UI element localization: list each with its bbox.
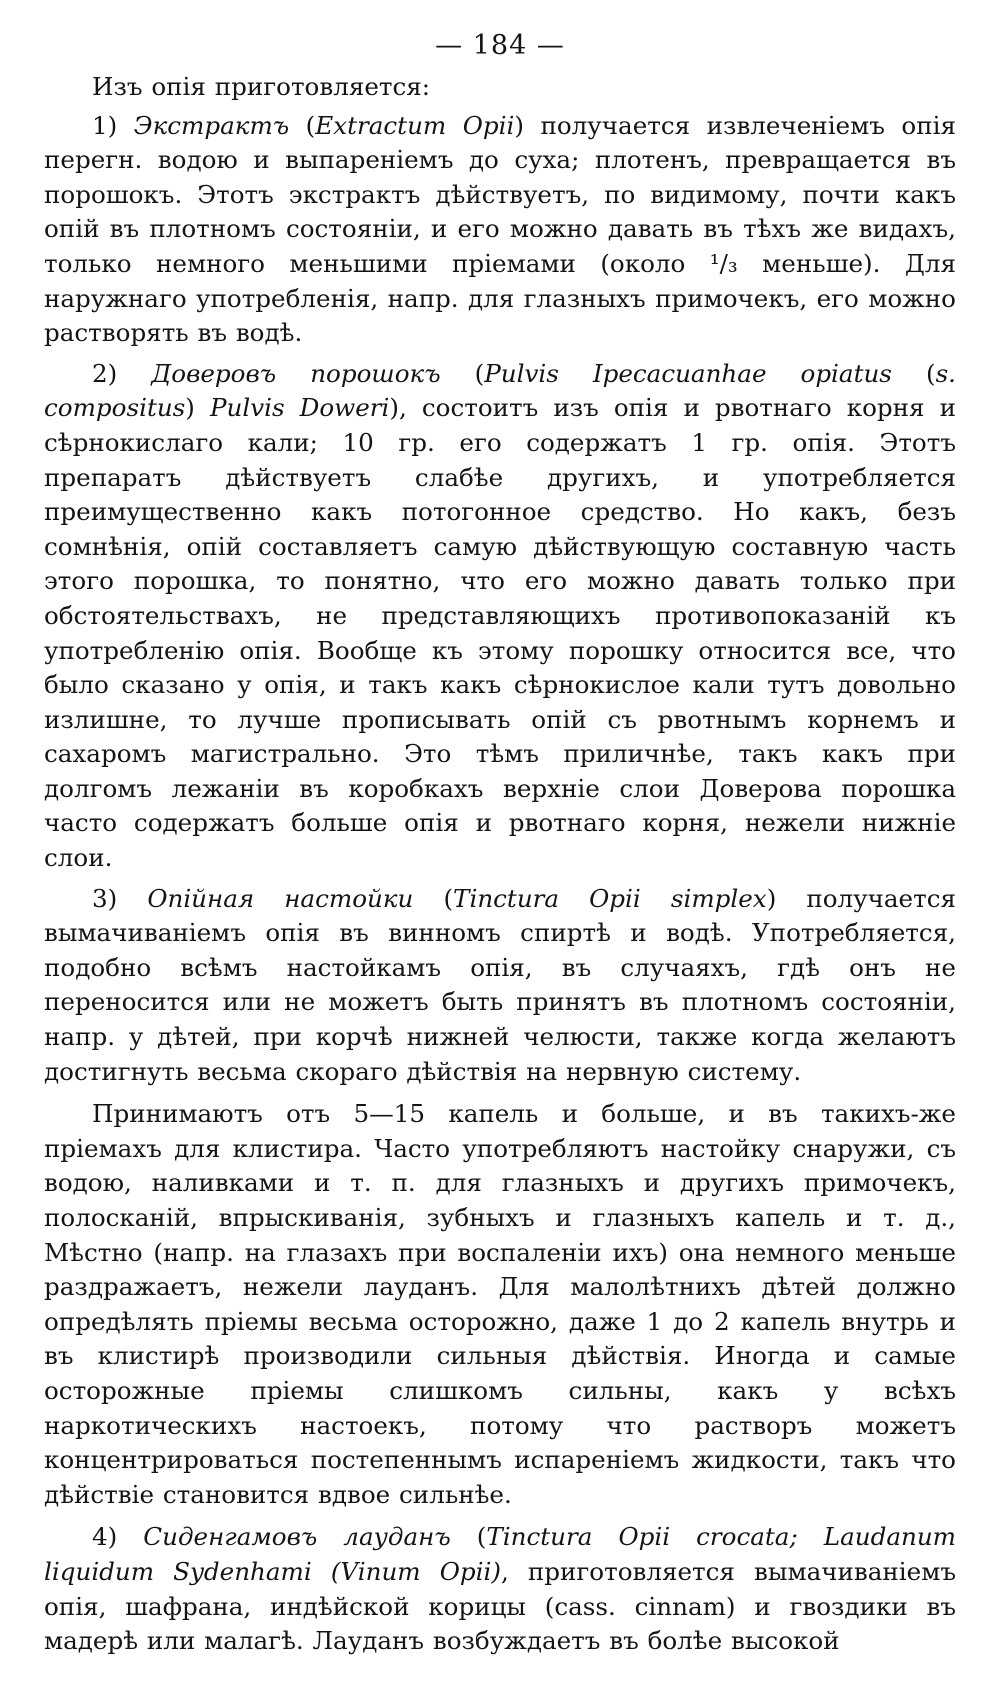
item-title: Сиденгамовъ лауданъ (143, 1522, 451, 1552)
book-page (44, 24, 956, 1674)
item-title: Экстрактъ (133, 110, 290, 140)
item-latin-name: s. compositus (44, 358, 957, 423)
item-number: 2) (92, 358, 152, 388)
item-paren-open: ( (450, 1522, 487, 1552)
page-number: — 184 — (435, 30, 565, 61)
item-paren-open: ( (440, 358, 485, 388)
item-title: Опійная настойки (147, 883, 414, 913)
item-dover-powder (44, 357, 956, 876)
item-body: ) получается извлеченіемъ опія перегн. водою и выпареніемъ до суха; плотенъ, превращается въ порошокъ. Этотъ экстрактъ дѣйствуетъ, по видимому, почти какъ опій въ плотномъ состояніи, и его можно давать въ тѣхъ же видахъ, только немного меньшими пріемами (около ¹/₃ меньше). Для наружнаго употребленія, напр. для глазныхъ примочекъ, его можно растворять въ водѣ. (44, 110, 956, 348)
item-number: 3) (92, 883, 148, 913)
item-body: ), состоитъ изъ опія и рвотнаго корня и сѣрнокислаго кали; 10 гр. его содержатъ 1 гр. опія. Этотъ препаратъ дѣйствуетъ слабѣе другихъ, и употребляется преимущественно какъ потогонное средство. Но какъ, безъ сомнѣнія, опій составляетъ самую дѣйствующую составную часть этого порошка, то понятно, что его можно давать только при обстоятельствахъ, не представляющихъ противопоказаній къ употребленію опія. Вообще къ этому порошку относится все, что было сказано у опія, и такъ какъ сѣрнокислое кали тутъ довольно излишне, то лучше прописывать опій съ рвотнымъ корнемъ и сахаромъ магистрально. Это тѣмъ приличнѣе, такъ какъ при долгомъ лежаніи въ коробкахъ верхніе слои Доверова порошка часто содержатъ больше опія и рвотнаго корня, нежели нижніе слои. (44, 393, 956, 873)
item-latin-name: Tinctura Opii crocata; Laudanum liquidum Sydenhami (Vinum Opii) (44, 1522, 956, 1586)
intro-line: Изъ опія приготовляется: (92, 72, 431, 101)
item-number: 4) (92, 1522, 144, 1552)
item-latin-name: Pulvis Ipecacuanhae opiatus (484, 358, 892, 388)
item-laudanum (44, 1520, 956, 1658)
item-number: 1) (92, 110, 134, 140)
item-latin-name: Extractum Opii (315, 110, 515, 140)
dosage-paragraph: Принимаютъ отъ 5—15 капель и больше, и въ такихъ-же пріемахъ для клистира. Часто употребляютъ настойку снаружи, съ водою, наливками и т. п. для глазныхъ и другихъ примочекъ, полосканій, впрыскиванія, зубныхъ и глазныхъ капель и т. д., Мѣстно (напр. на глазахъ при воспаленіи ихъ) она немного меньше раздражаетъ, нежели лауданъ. Для малолѣтнихъ дѣтей должно опредѣлять пріемы весьма осторожно, даже 1 до 2 капель внутрь и въ клистирѣ производили сильныя дѣйствія. Иногда и самые осторожные пріемы слишкомъ сильны, какъ у всѣхъ наркотическихъ настоекъ, потому что растворъ можетъ концентрироваться постепеннымъ испареніемъ жидкости, такъ что дѣйствіе становится вдвое сильнѣе. (44, 1099, 956, 1509)
item-extract (44, 109, 956, 351)
item-latin-name: Pulvis Doweri (209, 393, 390, 423)
item-paren-open: ( (891, 358, 936, 388)
item-tincture (44, 882, 956, 1090)
item-latin-name: Tinctura Opii simplex (453, 883, 767, 913)
item-paren-close: ) (185, 393, 210, 423)
item-body: ) получается вымачиваніемъ опія въ винномъ спиртѣ и водѣ. Употребляется, подобно всѣмъ настойкамъ опія, въ случаяхъ, гдѣ онъ не переносится или не можетъ быть принятъ въ плотномъ состояніи, напр. у дѣтей, при корчѣ нижней челюсти, также когда желаютъ достигнуть весьма скораго дѣйствія на нервную систему. (44, 883, 957, 1086)
item-paren-open: ( (289, 110, 316, 140)
item-title: Доверовъ порошокъ (151, 358, 441, 388)
item-paren-open: ( (413, 883, 454, 913)
page-text (44, 70, 956, 1659)
item-body: , приготовляется вымачиваніемъ опія, шафрана, индѣйской корицы (cass. cinnam) и гвоздики въ мадерѣ или малагѣ. Лауданъ возбуждаетъ въ болѣе высокой (44, 1556, 956, 1656)
